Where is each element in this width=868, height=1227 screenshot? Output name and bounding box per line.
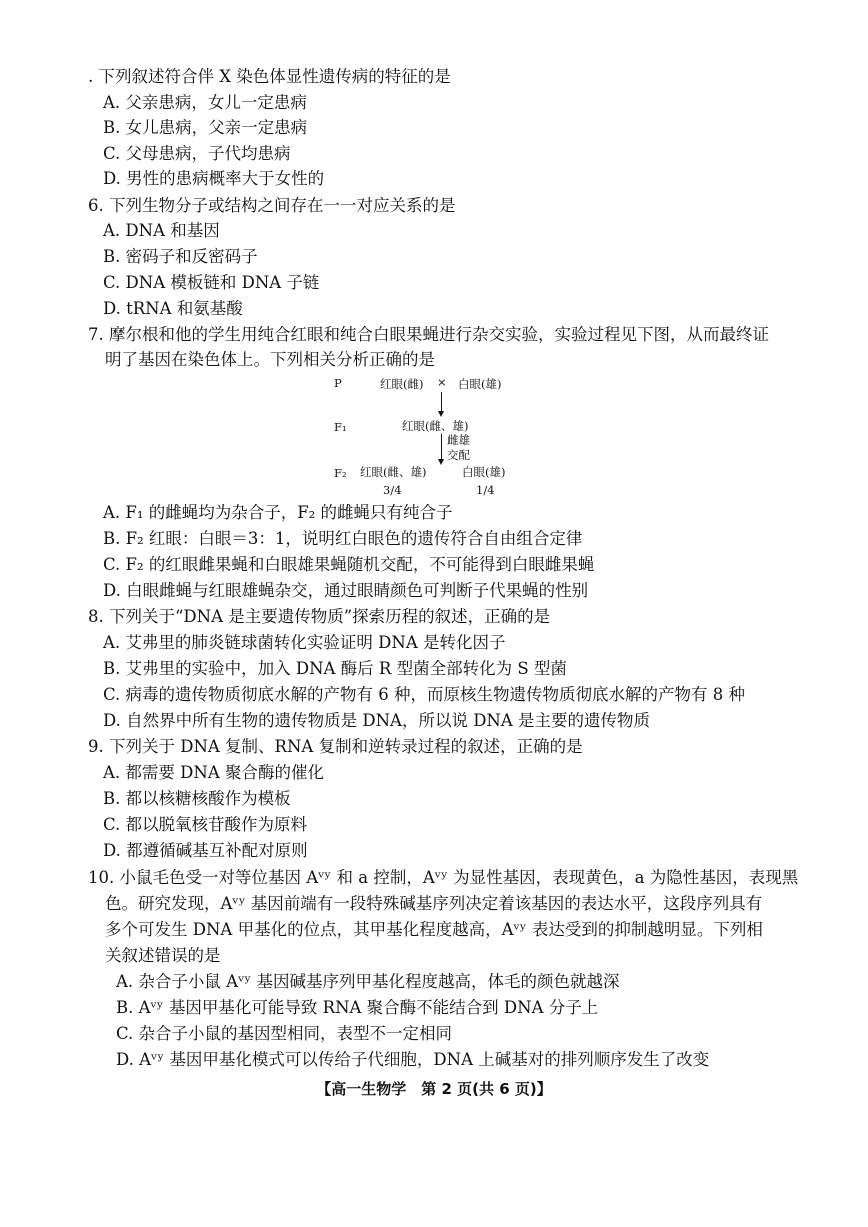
diagram-arrow-line-1 <box>441 392 442 412</box>
question-6-option-d: D. tRNA 和氨基酸 <box>103 299 243 318</box>
question-5-stem: . 下列叙述符合伴 X 染色体显性遗传病的特征的是 <box>88 67 451 86</box>
question-6-stem: 6. 下列生物分子或结构之间存在一一对应关系的是 <box>88 196 456 215</box>
question-10-option-d: D. Aᵛʸ 基因甲基化模式可以传给子代细胞，DNA 上碱基对的排列顺序发生了改变 <box>116 1050 710 1069</box>
question-10-option-c: C. 杂合子小鼠的基因型相同，表型不一定相同 <box>116 1024 453 1043</box>
diagram-p-male: 白眼(雄) <box>458 377 502 391</box>
question-5-option-a: A. 父亲患病，女儿一定患病 <box>103 93 307 112</box>
diagram-f2-label: F₂ <box>334 466 347 480</box>
cross-diagram <box>320 370 550 500</box>
question-7-stem-line-2: 明了基因在染色体上。下列相关分析正确的是 <box>105 350 435 369</box>
question-9-option-c: C. 都以脱氧核苷酸作为原料 <box>103 815 308 834</box>
diagram-arrow-head-1 <box>438 411 444 417</box>
question-8-option-b: B. 艾弗里的实验中，加入 DNA 酶后 R 型菌全部转化为 S 型菌 <box>103 659 567 678</box>
question-10-option-b: B. Aᵛʸ 基因甲基化可能导致 RNA 聚合酶不能结合到 DNA 分子上 <box>116 998 599 1017</box>
question-6-option-c: C. DNA 模板链和 DNA 子链 <box>103 273 320 292</box>
question-8-option-a: A. 艾弗里的肺炎链球菌转化实验证明 DNA 是转化因子 <box>103 633 506 652</box>
question-8-option-d: D. 自然界中所有生物的遗传物质是 DNA，所以说 DNA 是主要的遗传物质 <box>103 711 651 730</box>
diagram-p-label: P <box>334 376 342 390</box>
question-7-option-c: C. F₂ 的红眼雌果蝇和白眼雄果蝇随机交配，不可能得到白眼雌果蝇 <box>103 555 595 574</box>
diagram-f2-red: 红眼(雌、雄) <box>360 465 427 479</box>
page-footer: 【高一生物学 第 2 页(共 6 页)】 <box>316 1080 552 1098</box>
question-10-stem-line-1: 10. 小鼠毛色受一对等位基因 Aᵛʸ 和 a 控制，Aᵛʸ 为显性基因，表现黄色，a 为隐性基因，表现黑 <box>88 868 799 887</box>
diagram-arrow-line-2 <box>441 434 442 460</box>
question-10-stem-line-4: 关叙述错误的是 <box>105 946 221 965</box>
question-8-stem: 8. 下列关于“DNA 是主要遗传物质”探索历程的叙述，正确的是 <box>88 607 551 626</box>
question-9-option-a: A. 都需要 DNA 聚合酶的催化 <box>103 763 324 782</box>
diagram-f1-phenotype: 红眼(雌、雄) <box>402 419 469 433</box>
diagram-f1-label: F₁ <box>334 420 347 434</box>
question-10-option-a: A. 杂合子小鼠 Aᵛʸ 基因碱基序列甲基化程度越高，体毛的颜色就越深 <box>116 972 620 991</box>
question-9-option-d: D. 都遵循碱基互补配对原则 <box>103 841 308 860</box>
question-6-option-b: B. 密码子和反密码子 <box>103 247 258 266</box>
question-8-option-c: C. 病毒的遗传物质彻底水解的产物有 6 种，而原核生物遗传物质彻底水解的产物有 8 种 <box>103 685 746 704</box>
question-7-option-d: D. 白眼雌蝇与红眼雄蝇杂交，通过眼睛颜色可判断子代果蝇的性别 <box>103 581 589 600</box>
diagram-f2-white: 白眼(雄) <box>462 465 506 479</box>
question-6-option-a: A. DNA 和基因 <box>103 221 220 240</box>
question-7-stem-line-1: 7. 摩尔根和他的学生用纯合红眼和纯合白眼果蝇进行杂交实验，实验过程见下图，从而最终证 <box>88 325 769 344</box>
question-9-stem: 9. 下列关于 DNA 复制、RNA 复制和逆转录过程的叙述，正确的是 <box>88 737 583 756</box>
question-7-option-b: B. F₂ 红眼：白眼＝3：1，说明红白眼色的遗传符合自由组合定律 <box>103 529 583 548</box>
question-5-option-c: C. 父母患病，子代均患病 <box>103 144 291 163</box>
question-5-option-d: D. 男性的患病概率大于女性的 <box>103 169 325 188</box>
diagram-f2-white-ratio: 1/4 <box>476 483 495 497</box>
diagram-f2-red-ratio: 3/4 <box>383 483 402 497</box>
diagram-mating-line-1: 雌雄 <box>447 433 470 447</box>
question-7-option-a: A. F₁ 的雌蝇均为杂合子，F₂ 的雌蝇只有纯合子 <box>103 503 453 522</box>
question-5-option-b: B. 女儿患病，父亲一定患病 <box>103 118 308 137</box>
diagram-p-female: 红眼(雌) <box>380 377 424 391</box>
question-10-stem-line-3: 多个可发生 DNA 甲基化的位点，其甲基化程度越高，Aᵛʸ 表达受到的抑制越明显。下列相 <box>105 920 763 939</box>
question-10-stem-line-2: 色。研究发现，Aᵛʸ 基因前端有一段特殊碱基序列决定着该基因的表达水平，这段序列具有 <box>105 894 763 913</box>
diagram-cross-symbol: × <box>437 375 447 389</box>
diagram-mating-line-2: 交配 <box>447 448 470 462</box>
question-9-option-b: B. 都以核糖核酸作为模板 <box>103 789 291 808</box>
diagram-arrow-head-2 <box>438 459 444 465</box>
